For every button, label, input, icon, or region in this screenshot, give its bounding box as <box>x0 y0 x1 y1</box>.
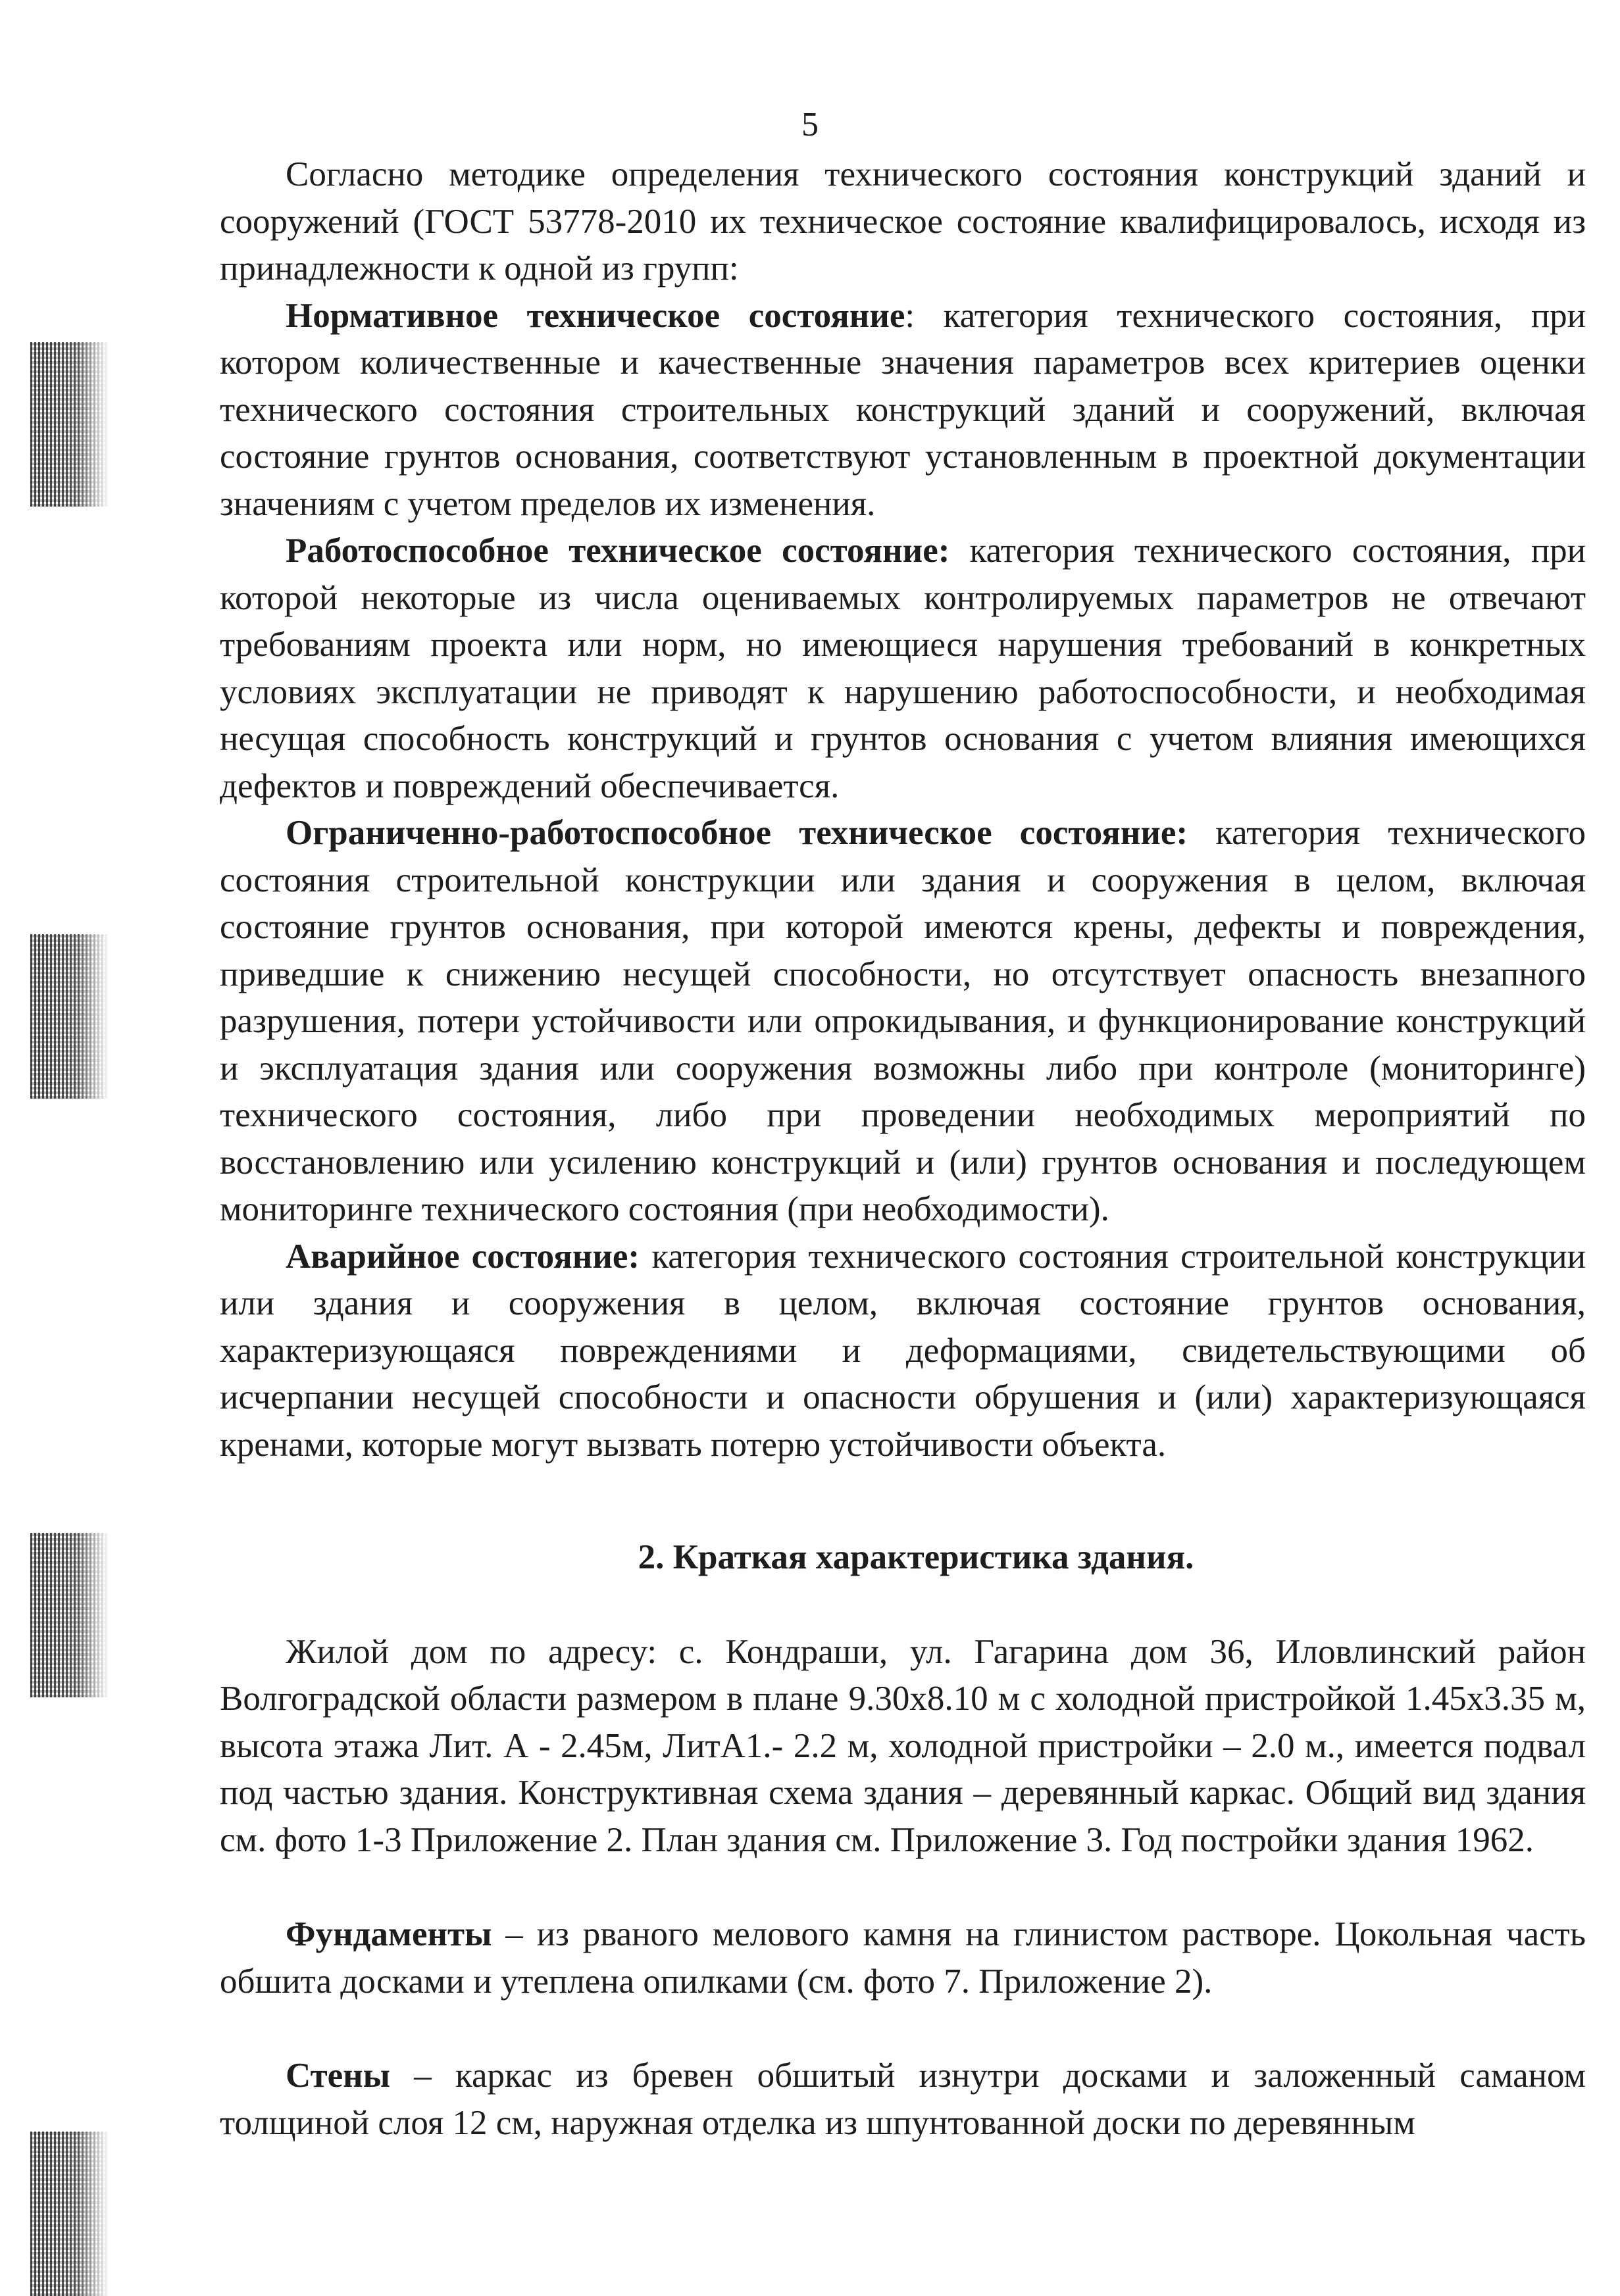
normative-state-paragraph <box>220 293 1586 528</box>
text-foundations: – из рваного мелового камня на глинистом растворе. Цокольная часть обшита досками и утеплена опилками (см. фото 7. Приложение 2). <box>220 1915 1586 2001</box>
definition-emergency: категория технического состояния строительной конструкции или здания и сооружения в целом, включая состояние грунтов основания, характеризующаяся повреждениями и деформациями, свидетельствующими об исчерпании несущей способности и опасности обрушения и (или) характеризующаяся кренами, которые могут вызвать потерю устойчивости объекта. <box>220 1237 1586 1464</box>
term-foundations: Фундаменты <box>286 1915 492 1953</box>
term-normative: Нормативное техническое состояние <box>286 296 905 335</box>
operable-state-paragraph <box>220 528 1586 810</box>
scan-artifact <box>30 342 109 507</box>
definition-operable: категория технического состояния, при которой некоторые из числа оцениваемых контролируемых параметров не отвечают требованиям проекта или норм, но имеющиеся нарушения требований в конкретных условиях эксплуатации не приводят к нарушению работоспособности, и необходимая несущая способность конструкций и грунтов основания с учетом влияния имеющихся дефектов и повреждений обеспечивается. <box>220 532 1586 805</box>
text-walls: – каркас из бревен обшитый изнутри досками и заложенный саманом толщиной слоя 12 см, наружная отделка из шпунтованной доски по деревянным <box>220 2057 1586 2142</box>
building-description-paragraph: Жилой дом по адресу: с. Кондраши, ул. Гагарина дом 36, Иловлинский район Волгоградской области размером в плане 9.30х8.10 м с холодной пристройкой 1.45х3.35 м, высота этажа Лит. А - 2.45м, ЛитА1.- 2.2 м, холодной пристройки – 2.0 м., имеется подвал под частью здания. Конструктивная схема здания – деревянный каркас. Общий вид здания см. фото 1-3 Приложение 2. План здания см. Приложение 3. Год постройки здания 1962. <box>220 1632 1586 1859</box>
intro-paragraph: Согласно методике определения технического состояния конструкций зданий и сооружений (ГОСТ 53778-2010 их техническое состояние квалифицировалось, исходя из принадлежности к одной из групп: <box>220 155 1586 287</box>
page-number: 5 <box>801 106 819 143</box>
term-limited: Ограниченно-работоспособное техническое состояние: <box>286 814 1188 852</box>
definition-normative: : категория технического состояния, при котором количественные и качественные значения параметров всех критериев оценки технического состояния строительных конструкций зданий и сооружений, включая состояние грунтов основания, соответствуют установленным в проектной документации значениям с учетом пределов их изменения. <box>220 296 1586 523</box>
foundations-paragraph <box>220 1911 1586 2005</box>
scan-artifact <box>30 934 109 1099</box>
term-emergency: Аварийное состояние: <box>286 1237 640 1276</box>
scan-artifact <box>30 2132 109 2296</box>
scan-artifact <box>30 1533 109 1697</box>
limited-state-paragraph <box>220 810 1586 1234</box>
section-heading: 2. Краткая характеристика здания. <box>638 1538 1194 1576</box>
document-body <box>220 151 1586 2147</box>
term-operable: Работоспособное техническое состояние: <box>286 532 950 570</box>
term-walls: Стены <box>286 2057 391 2095</box>
definition-limited: категория технического состояния строительной конструкции или здания и сооружения в целом, включая состояние грунтов основания, при которой имеются крены, дефекты и повреждения, приведшие к снижению несущей способности, но отсутствует опасность внезапного разрушения, потери устойчивости или опрокидывания, и функционирование конструкций и эксплуатация здания или сооружения возможны либо при контроле (мониторинге) технического состояния, либо при проведении необходимых мероприятий по восстановлению или усилению конструкций и (или) грунтов основания и последующем мониторинге технического состояния (при необходимости). <box>220 814 1586 1228</box>
walls-paragraph <box>220 2053 1586 2147</box>
emergency-state-paragraph <box>220 1234 1586 1469</box>
